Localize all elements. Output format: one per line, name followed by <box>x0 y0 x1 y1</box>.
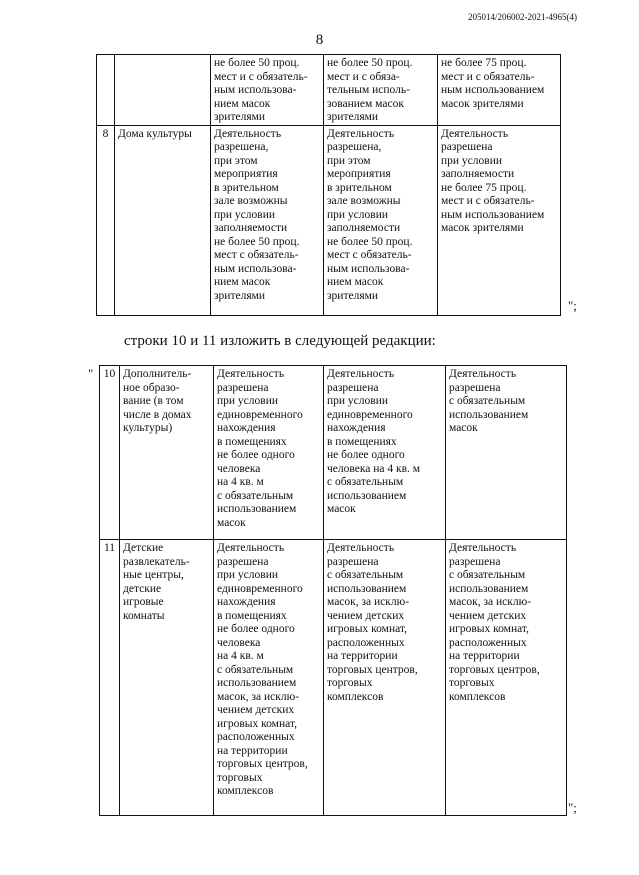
amendment-instruction: строки 10 и 11 изложить в следующей редакции: <box>124 333 436 349</box>
restriction-cell: Деятельность разрешена при условии единовременного нахождения в помещениях не более одного человека на 4 кв. м с обязательным использованием масок <box>214 366 324 540</box>
restriction-cell: Деятельность разрешена, при этом мероприятия в зрительном зале возможны при условии заполняемости не более 50 проц. мест с обязатель- ным использова- нием масок зрителями <box>211 125 324 315</box>
activity-name-cell: Детские развлекатель- ные центры, детские игровые комнаты <box>120 540 214 816</box>
row-number: 10 <box>100 366 120 540</box>
row-number <box>97 55 115 126</box>
opening-quote-mark: " <box>88 366 94 381</box>
row-number: 11 <box>100 540 120 816</box>
closing-quote-mark: "; <box>568 800 577 815</box>
row-number: 8 <box>97 125 115 315</box>
activity-name-cell: Дома культуры <box>115 125 211 315</box>
restriction-cell: Деятельность разрешена с обязательным использованием масок, за исклю- чением детских игровых комнат, расположенных на территории торговых центров, торговых комплексов <box>324 540 446 816</box>
restriction-cell: Деятельность разрешена при условии единовременного нахождения в помещениях не более одного человека на 4 кв. м с обязательным использованием масок <box>324 366 446 540</box>
activity-name-cell <box>115 55 211 126</box>
table-row <box>100 366 567 540</box>
page-number: 8 <box>315 32 324 48</box>
regulation-table-continued <box>96 54 561 316</box>
restriction-cell: не более 50 проц. мест и с обязатель- ным использова- нием масок зрителями <box>211 55 324 126</box>
closing-quote-mark: "; <box>568 298 577 313</box>
restriction-cell: Деятельность разрешена, при этом мероприятия в зрительном зале возможны при условии заполняемости не более 50 проц. мест с обязатель- ным использова- нием масок зрителями <box>324 125 438 315</box>
table-row <box>97 55 561 126</box>
regulation-table-amended <box>99 365 567 816</box>
restriction-cell: Деятельность разрешена при условии единовременного нахождения в помещениях не более одного человека на 4 кв. м с обязательным использованием масок, за исклю- чением детских игровых комнат, расположенных на территории торговых центров, торговых комплексов <box>214 540 324 816</box>
table-row <box>97 125 561 315</box>
restriction-cell: Деятельность разрешена с обязательным использованием масок, за исклю- чением детских игровых комнат, расположенных на территории торговых центров, торговых комплексов <box>446 540 567 816</box>
restriction-cell: Деятельность разрешена при условии заполняемости не более 75 проц. мест и с обязатель- ным использованием масок зрителями <box>438 125 561 315</box>
restriction-cell: не более 50 проц. мест и с обяза- тельным исполь- зованием масок зрителями <box>324 55 438 126</box>
restriction-cell: не более 75 проц. мест и с обязатель- ным использованием масок зрителями <box>438 55 561 126</box>
activity-name-cell: Дополнитель- ное образо- вание (в том числе в домах культуры) <box>120 366 214 540</box>
restriction-cell: Деятельность разрешена с обязательным использованием масок <box>446 366 567 540</box>
table-row <box>100 540 567 816</box>
document-number: 205014/206002-2021-4965(4) <box>468 12 577 22</box>
